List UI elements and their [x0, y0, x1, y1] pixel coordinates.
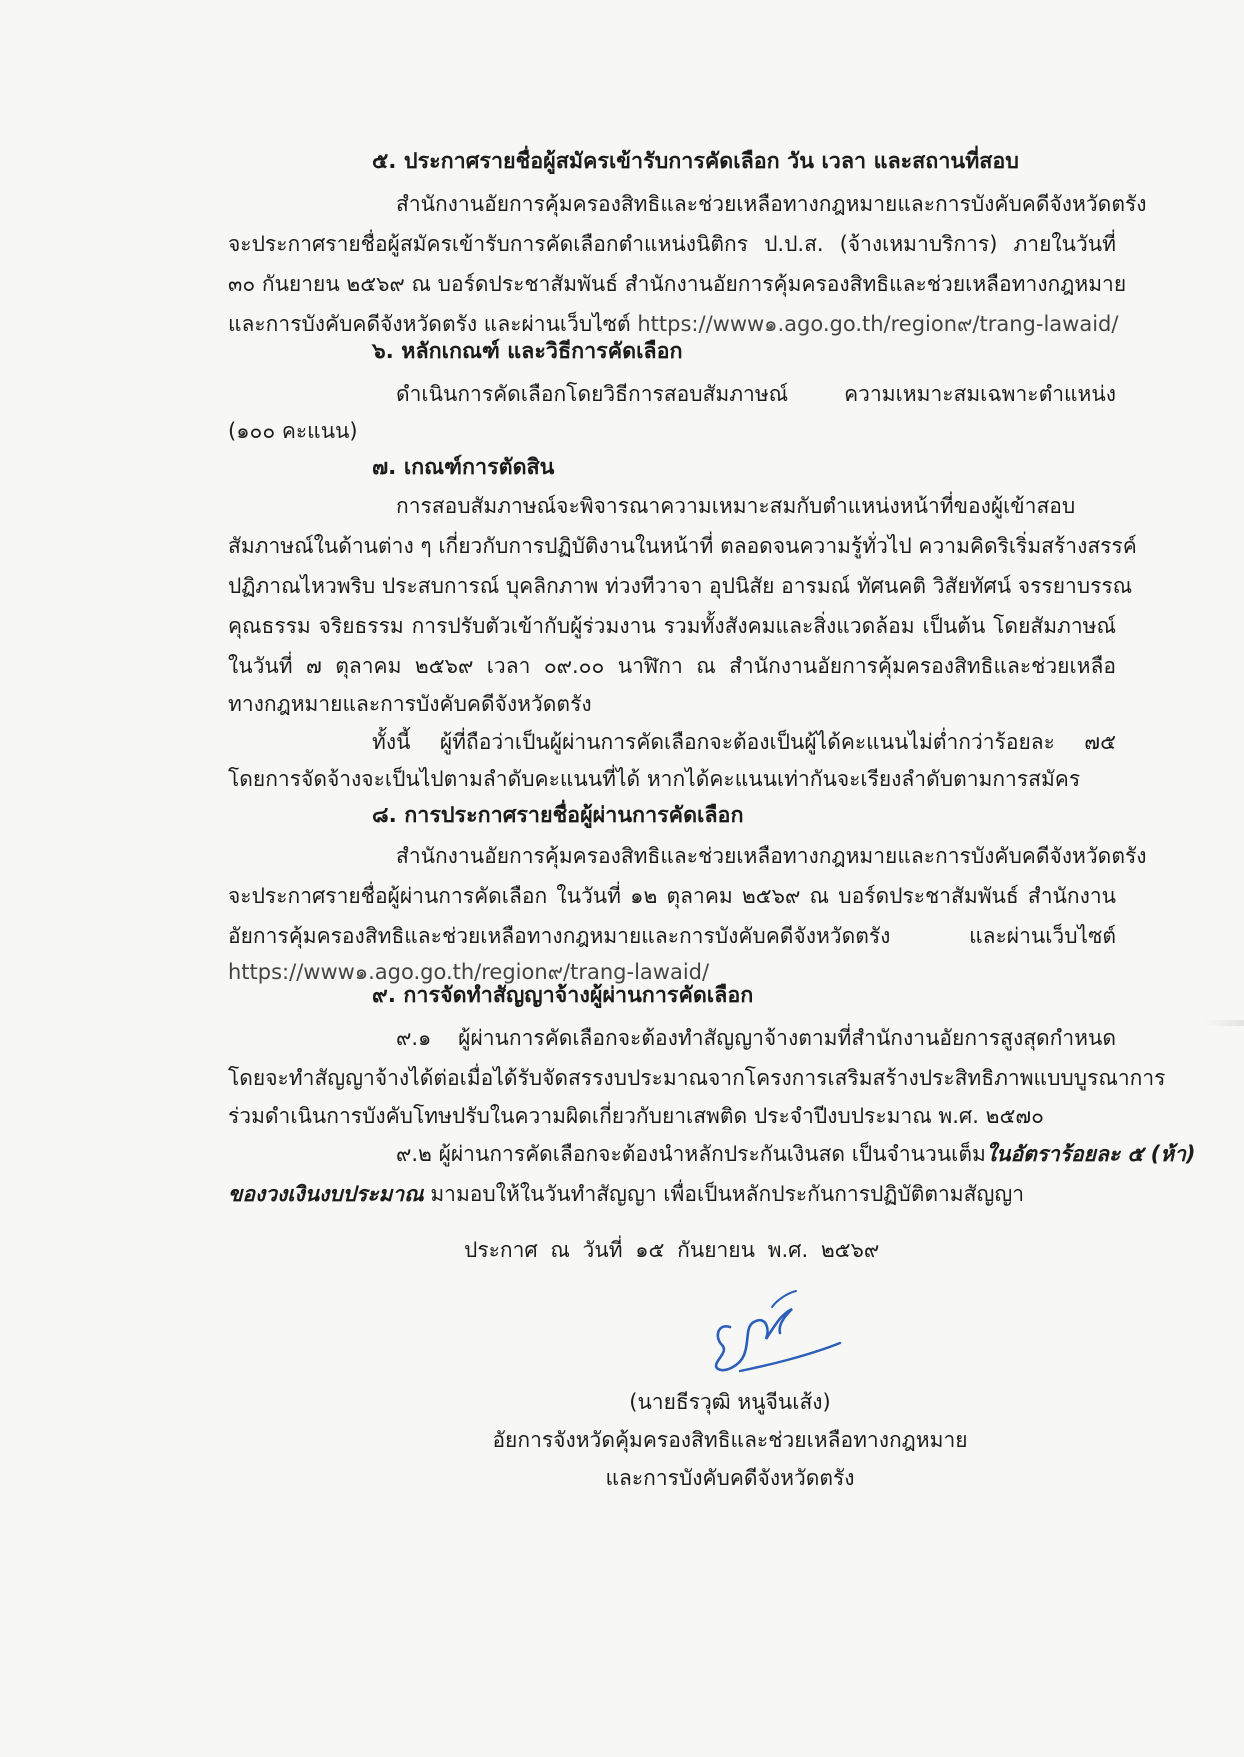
- section9-line-4: [396, 1136, 1196, 1172]
- section6-line-2: (๑๐๐ คะแนน): [228, 419, 358, 443]
- section5-heading: ๕. ประกาศรายชื่อผู้สมัครเข้ารับการคัดเลือก วัน เวลา และสถานที่สอบ: [372, 149, 1019, 174]
- section7-line-2: สัมภาษณ์ในด้านต่าง ๆ เกี่ยวกับการปฏิบัติงานในหน้าที่ ตลอดจนความรู้ทั่วไป ความคิดริเริ่มสร้างสรรค์: [228, 534, 1137, 558]
- section7-heading: ๗. เกณฑ์การตัดสิน: [372, 455, 555, 480]
- signatory-name: (นายธีรวุฒิ หนูจีนเส้ง): [629, 1390, 831, 1414]
- section8-line-1: สำนักงานอัยการคุ้มครองสิทธิและช่วยเหลือทางกฎหมายและการบังคับคดีจังหวัดตรัง: [396, 844, 1147, 868]
- section9-line-4-text: ๙.๒ ผู้ผ่านการคัดเลือกจะต้องนำหลักประกันเงินสด เป็นจำนวนเต็ม: [396, 1142, 986, 1166]
- section6-heading: ๖. หลักเกณฑ์ และวิธีการคัดเลือก: [372, 339, 683, 364]
- section5-line-2: จะประกาศรายชื่อผู้สมัครเข้ารับการคัดเลือกตำแหน่งนิติกร ป.ป.ส. (จ้างเหมาบริการ) ภายในวันที่: [228, 232, 1116, 256]
- section5-url: https://www๑.ago.go.th/region๙/trang-lawaid/: [637, 312, 1119, 336]
- section8-url: https://www๑.ago.go.th/region๙/trang-lawaid/: [228, 960, 710, 984]
- section9-line-5-text: มามอบให้ในวันทำสัญญา เพื่อเป็นหลักประกันการปฏิบัติตามสัญญา: [423, 1182, 1025, 1206]
- section6-line-1: ดำเนินการคัดเลือกโดยวิธีการสอบสัมภาษณ์ ความเหมาะสมเฉพาะตำแหน่ง: [396, 382, 1116, 406]
- section7-line-6: ทางกฎหมายและการบังคับคดีจังหวัดตรัง: [228, 692, 592, 716]
- section9-line-2: โดยจะทำสัญญาจ้างได้ต่อเมื่อได้รับจัดสรรงบประมาณจากโครงการเสริมสร้างประสิทธิภาพแบบบูรณาการ: [228, 1066, 1166, 1090]
- section9-line-4-bold: ในอัตราร้อยละ ๕ (ห้า): [985, 1142, 1196, 1166]
- signature-mark: [700, 1285, 860, 1380]
- section8-line-2: จะประกาศรายชื่อผู้ผ่านการคัดเลือก ในวันที่ ๑๒ ตุลาคม ๒๕๖๙ ณ บอร์ดประชาสัมพันธ์ สำนักงาน: [228, 884, 1116, 908]
- section8-heading: ๘. การประกาศรายชื่อผู้ผ่านการคัดเลือก: [372, 803, 744, 828]
- section5-line-3: ๓๐ กันยายน ๒๕๖๙ ณ บอร์ดประชาสัมพันธ์ สำนักงานอัยการคุ้มครองสิทธิและช่วยเหลือทางกฎหมาย: [228, 272, 1127, 296]
- section9-line-3: ร่วมดำเนินการบังคับโทษปรับในความผิดเกี่ยวกับยาเสพติด ประจำปีงบประมาณ พ.ศ. ๒๕๗๐: [228, 1104, 1044, 1128]
- section7-line-8: โดยการจัดจ้างจะเป็นไปตามลำดับคะแนนที่ได้ หากได้คะแนนเท่ากันจะเรียงลำดับตามการสมัคร: [228, 767, 1081, 791]
- section5-line-4-text: และการบังคับคดีจังหวัดตรัง และผ่านเว็บไซต์: [228, 312, 631, 336]
- section7-line-3: ปฏิภาณไหวพริบ ประสบการณ์ บุคลิกภาพ ท่วงทีวาจา อุปนิสัย อารมณ์ ทัศนคติ วิสัยทัศน์ จรรยาบรรณ: [228, 574, 1133, 598]
- section5-line-1: สำนักงานอัยการคุ้มครองสิทธิและช่วยเหลือทางกฎหมายและการบังคับคดีจังหวัดตรัง: [396, 192, 1147, 216]
- announcement-date: ประกาศ ณ วันที่ ๑๕ กันยายน พ.ศ. ๒๕๖๙: [464, 1238, 880, 1262]
- signatory-title-line-2: และการบังคับคดีจังหวัดตรัง: [605, 1466, 855, 1490]
- scan-shadow: [1204, 1020, 1244, 1026]
- section7-line-1: การสอบสัมภาษณ์จะพิจารณาความเหมาะสมกับตำแหน่งหน้าที่ของผู้เข้าสอบ: [396, 494, 1076, 518]
- section8-line-3: อัยการคุ้มครองสิทธิและช่วยเหลือทางกฎหมายและการบังคับคดีจังหวัดตรัง และผ่านเว็บไซต์: [228, 924, 1116, 948]
- section7-line-5: ในวันที่ ๗ ตุลาคม ๒๕๖๙ เวลา ๐๙.๐๐ นาฬิกา ณ สำนักงานอัยการคุ้มครองสิทธิและช่วยเหลือ: [228, 654, 1116, 678]
- section9-line-5-bold: ของวงเงินงบประมาณ: [228, 1182, 424, 1206]
- section9-heading: ๙. การจัดทำสัญญาจ้างผู้ผ่านการคัดเลือก: [372, 983, 754, 1008]
- section9-line-5: [228, 1176, 1116, 1212]
- section7-line-7: ทั้งนี้ ผู้ที่ถือว่าเป็นผู้ผ่านการคัดเลือกจะต้องเป็นผู้ได้คะแนนไม่ต่ำกว่าร้อยละ ๗๕: [372, 730, 1116, 754]
- section9-line-1: ๙.๑ ผู้ผ่านการคัดเลือกจะต้องทำสัญญาจ้างตามที่สำนักงานอัยการสูงสุดกำหนด: [396, 1026, 1116, 1050]
- signatory-title-line-1: อัยการจังหวัดคุ้มครองสิทธิและช่วยเหลือทางกฎหมาย: [492, 1428, 968, 1452]
- section7-line-4: คุณธรรม จริยธรรม การปรับตัวเข้ากับผู้ร่วมงาน รวมทั้งสังคมและสิ่งแวดล้อม เป็นต้น โดยสัมภาษณ์: [228, 614, 1116, 638]
